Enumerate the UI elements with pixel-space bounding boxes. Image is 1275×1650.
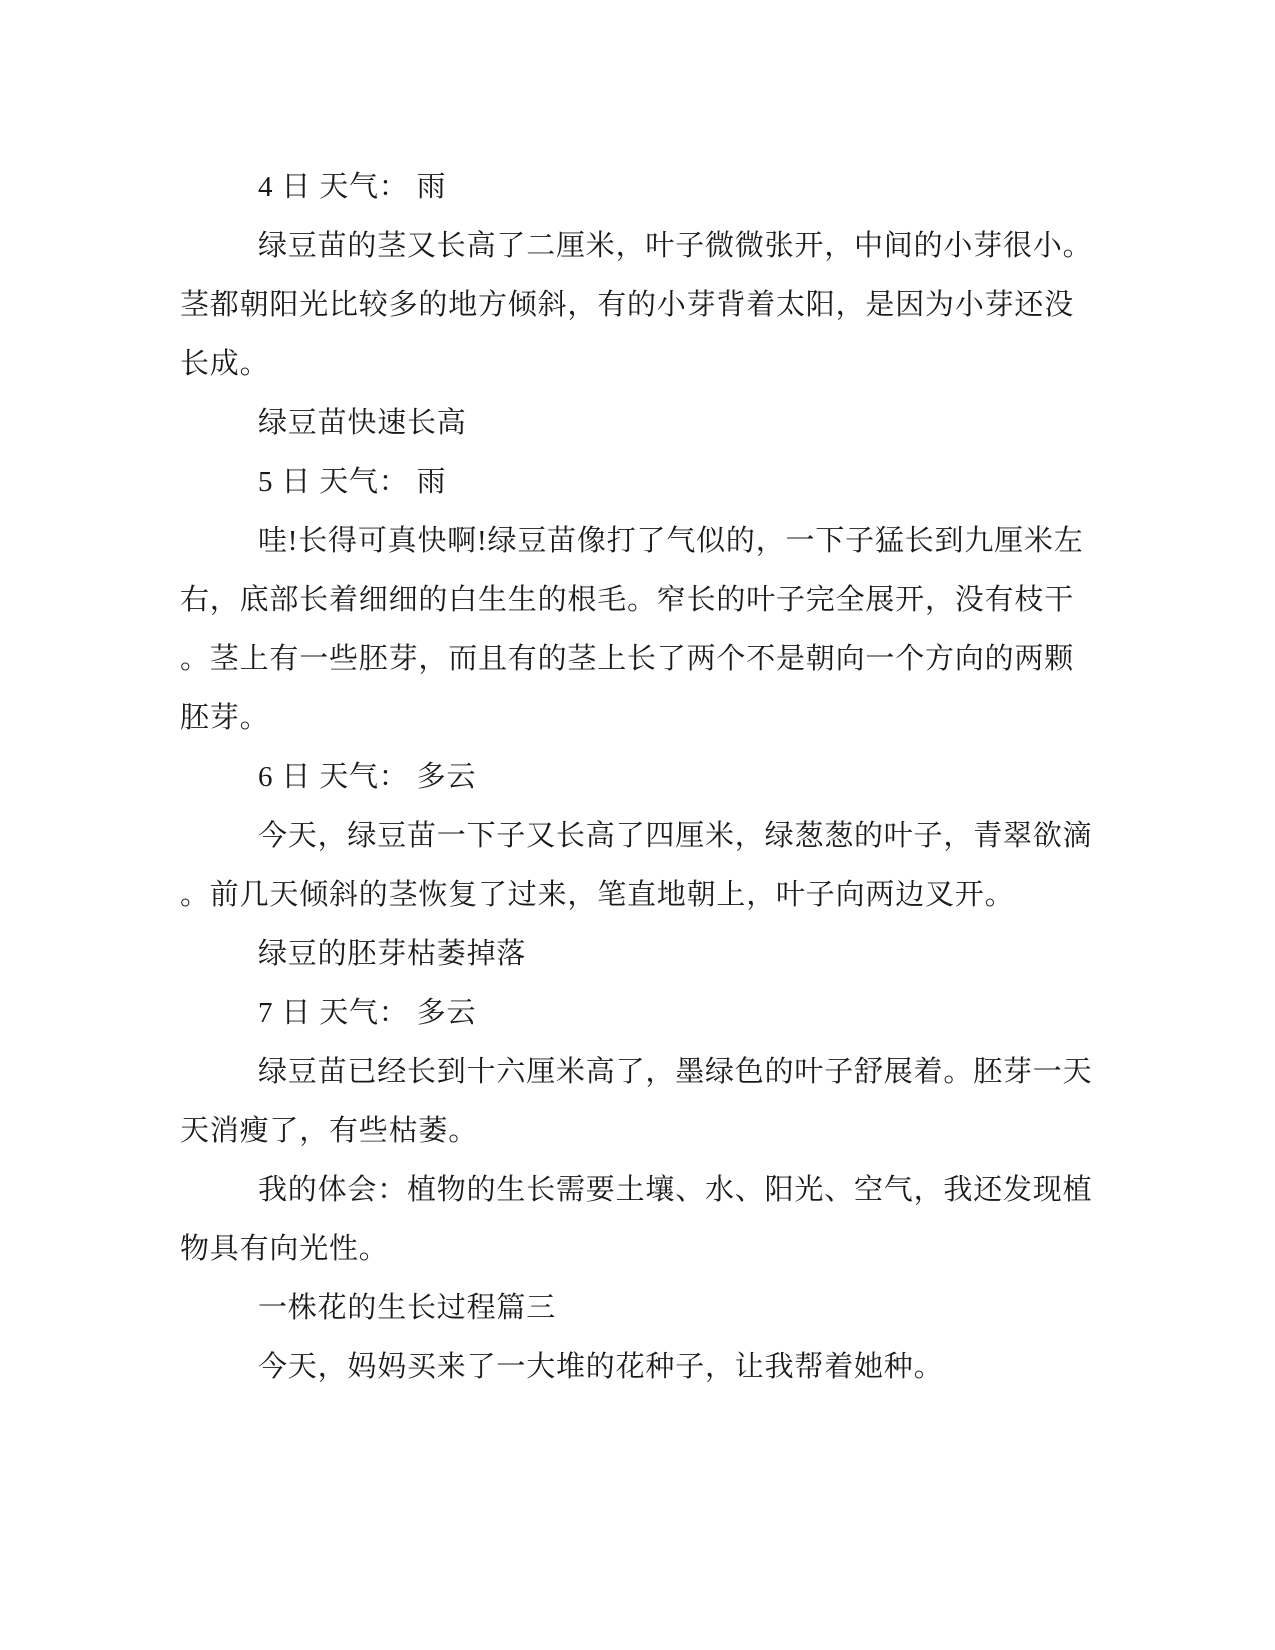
text-line: 我的体会：植物的生长需要土壤、水、阳光、空气，我还发现植 xyxy=(258,1174,1093,1206)
text-line: 。前几天倾斜的茎恢复了过来，笔直地朝上，叶子向两边叉开。 xyxy=(180,879,1015,911)
document-text-block xyxy=(180,158,1100,1397)
text-line-weather-day6: 6 日 天气： 多云 xyxy=(258,761,477,793)
text-line: 哇!长得可真快啊!绿豆苗像打了气似的，一下子猛长到九厘米左 xyxy=(258,525,1084,557)
text-line: 今天，绿豆苗一下子又长高了四厘米，绿葱葱的叶子，青翠欲滴 xyxy=(258,820,1093,852)
text-line: 绿豆苗已经长到十六厘米高了，墨绿色的叶子舒展着。胚芽一天 xyxy=(258,1056,1093,1088)
text-line: 绿豆苗的茎又长高了二厘米，叶子微微张开，中间的小芽很小。 xyxy=(258,230,1093,262)
text-line-weather-day4: 4 日 天气： 雨 xyxy=(258,171,447,203)
text-line: 天消瘦了，有些枯萎。 xyxy=(180,1115,479,1147)
text-line-section-title: 一株花的生长过程篇三 xyxy=(258,1292,557,1324)
text-line-weather-day5: 5 日 天气： 雨 xyxy=(258,466,447,498)
text-line: 右，底部长着细细的白生生的根毛。窄长的叶子完全展开，没有枝干 xyxy=(180,584,1075,616)
text-line-subheading: 绿豆苗快速长高 xyxy=(258,407,467,439)
text-line: 物具有向光性。 xyxy=(180,1233,389,1265)
text-line-weather-day7: 7 日 天气： 多云 xyxy=(258,997,477,1029)
text-line: 长成。 xyxy=(180,348,270,380)
text-line: 。茎上有一些胚芽，而且有的茎上长了两个不是朝向一个方向的两颗 xyxy=(180,643,1075,675)
text-line: 茎都朝阳光比较多的地方倾斜，有的小芽背着太阳，是因为小芽还没 xyxy=(180,289,1075,321)
text-line: 今天，妈妈买来了一大堆的花种子，让我帮着她种。 xyxy=(258,1351,944,1383)
text-line: 胚芽。 xyxy=(180,702,270,734)
text-line-subheading: 绿豆的胚芽枯萎掉落 xyxy=(258,938,527,970)
